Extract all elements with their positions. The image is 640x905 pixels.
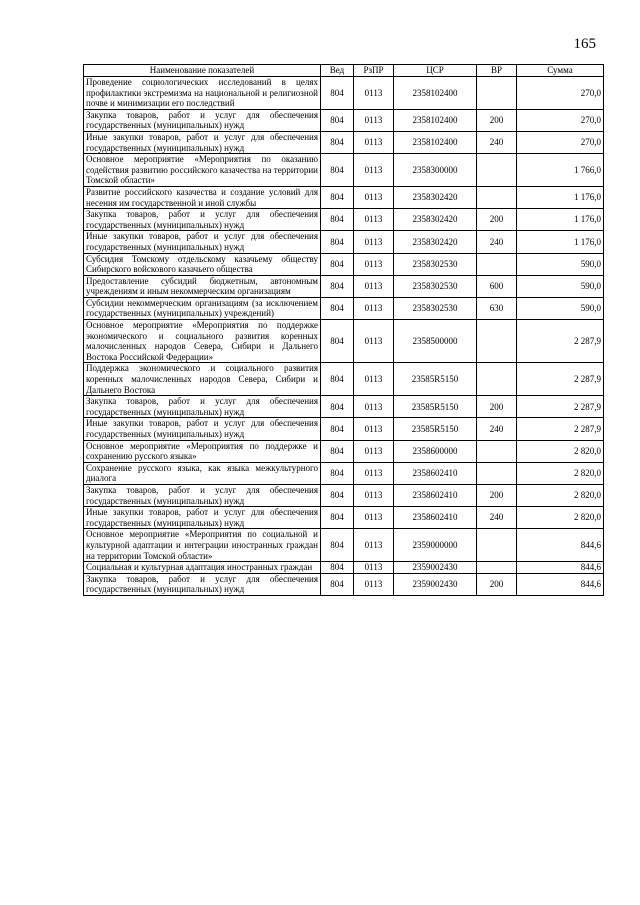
row-ved: 804 xyxy=(321,131,354,153)
table-row xyxy=(84,462,604,484)
row-csr: 23585R5150 xyxy=(394,418,477,440)
row-rzpr: 0113 xyxy=(354,396,394,418)
row-vr xyxy=(477,154,517,187)
row-csr: 2358602410 xyxy=(394,462,477,484)
row-name: Социальная и культурная адаптация иностранных граждан xyxy=(84,562,321,574)
table-row xyxy=(84,154,604,187)
row-rzpr: 0113 xyxy=(354,462,394,484)
row-vr: 600 xyxy=(477,275,517,297)
row-csr: 2359000000 xyxy=(394,529,477,562)
row-sum: 270,0 xyxy=(517,109,604,131)
row-ved: 804 xyxy=(321,186,354,208)
row-csr: 2358302530 xyxy=(394,297,477,319)
table-row xyxy=(84,418,604,440)
page-number: 165 xyxy=(573,36,596,52)
row-ved: 804 xyxy=(321,209,354,231)
header-rzpr: РзПР xyxy=(354,65,394,77)
table-row xyxy=(84,529,604,562)
table-row xyxy=(84,562,604,574)
row-csr: 2359002430 xyxy=(394,573,477,595)
row-csr: 23585R5150 xyxy=(394,396,477,418)
row-sum: 2 820,0 xyxy=(517,462,604,484)
row-sum: 2 287,9 xyxy=(517,396,604,418)
row-sum: 2 820,0 xyxy=(517,507,604,529)
row-name: Закупка товаров, работ и услуг для обеспечения государственных (муниципальных) нужд xyxy=(84,396,321,418)
row-name: Развитие российского казачества и создание условий для несения им государственной и иной службы xyxy=(84,186,321,208)
row-vr xyxy=(477,462,517,484)
row-ved: 804 xyxy=(321,275,354,297)
row-rzpr: 0113 xyxy=(354,209,394,231)
row-ved: 804 xyxy=(321,109,354,131)
row-ved: 804 xyxy=(321,573,354,595)
table-row xyxy=(84,297,604,319)
row-vr: 240 xyxy=(477,507,517,529)
table-row xyxy=(84,109,604,131)
row-name: Основное мероприятие «Мероприятия по социальной и культурной адаптации и интеграции иностранных граждан на территории Томской области» xyxy=(84,529,321,562)
row-name: Основное мероприятие «Мероприятия по оказанию содействия развитию российского казачества на территории Томской области» xyxy=(84,154,321,187)
row-ved: 804 xyxy=(321,562,354,574)
row-name: Основное мероприятие «Мероприятия по поддержке экономического и социального развития коренных малочисленных народов Севера, Сибири и Дальнего Востока Российской Федерации» xyxy=(84,320,321,363)
row-name: Сохранение русского языка, как языка межкультурного диалога xyxy=(84,462,321,484)
row-csr: 2358300000 xyxy=(394,154,477,187)
row-ved: 804 xyxy=(321,484,354,506)
row-sum: 270,0 xyxy=(517,131,604,153)
row-rzpr: 0113 xyxy=(354,109,394,131)
row-vr: 630 xyxy=(477,297,517,319)
row-rzpr: 0113 xyxy=(354,77,394,110)
table-row xyxy=(84,363,604,396)
row-ved: 804 xyxy=(321,320,354,363)
row-vr: 200 xyxy=(477,209,517,231)
row-ved: 804 xyxy=(321,396,354,418)
row-ved: 804 xyxy=(321,507,354,529)
row-rzpr: 0113 xyxy=(354,186,394,208)
table-row xyxy=(84,209,604,231)
row-sum: 2 287,9 xyxy=(517,363,604,396)
header-vr: ВР xyxy=(477,65,517,77)
row-name: Субсидия Томскому отдельскому казачьему обществу Сибирского войскового казачьего общества xyxy=(84,253,321,275)
row-name: Основное мероприятие «Мероприятия по поддержке и сохранению русского языка» xyxy=(84,440,321,462)
row-rzpr: 0113 xyxy=(354,440,394,462)
row-rzpr: 0113 xyxy=(354,418,394,440)
row-csr: 2358102400 xyxy=(394,131,477,153)
row-name: Иные закупки товаров, работ и услуг для обеспечения государственных (муниципальных) нужд xyxy=(84,507,321,529)
row-name: Иные закупки товаров, работ и услуг для обеспечения государственных (муниципальных) нужд xyxy=(84,418,321,440)
table-row xyxy=(84,320,604,363)
table-row xyxy=(84,573,604,595)
row-vr: 200 xyxy=(477,396,517,418)
row-name: Предоставление субсидий бюджетным, автономным учреждениям и иным некоммерческим организациям xyxy=(84,275,321,297)
row-ved: 804 xyxy=(321,231,354,253)
row-ved: 804 xyxy=(321,253,354,275)
row-name: Поддержка экономического и социального развития коренных малочисленных народов Севера, Сибири и Дальнего Востока xyxy=(84,363,321,396)
row-vr xyxy=(477,186,517,208)
table-row xyxy=(84,231,604,253)
row-csr: 2358302420 xyxy=(394,186,477,208)
table-row xyxy=(84,440,604,462)
row-sum: 844,6 xyxy=(517,562,604,574)
row-sum: 2 287,9 xyxy=(517,418,604,440)
row-csr: 2358102400 xyxy=(394,77,477,110)
header-csr: ЦСР xyxy=(394,65,477,77)
row-ved: 804 xyxy=(321,529,354,562)
row-sum: 2 820,0 xyxy=(517,440,604,462)
row-csr: 2358602410 xyxy=(394,507,477,529)
table-row xyxy=(84,484,604,506)
row-csr: 2358302530 xyxy=(394,275,477,297)
budget-table xyxy=(83,64,604,596)
row-rzpr: 0113 xyxy=(354,562,394,574)
row-vr xyxy=(477,363,517,396)
row-sum: 2 820,0 xyxy=(517,484,604,506)
header-name: Наименование показателей xyxy=(84,65,321,77)
row-ved: 804 xyxy=(321,440,354,462)
row-sum: 590,0 xyxy=(517,297,604,319)
row-rzpr: 0113 xyxy=(354,573,394,595)
row-vr: 240 xyxy=(477,418,517,440)
row-vr xyxy=(477,562,517,574)
header-ved: Вед xyxy=(321,65,354,77)
row-rzpr: 0113 xyxy=(354,275,394,297)
row-sum: 2 287,9 xyxy=(517,320,604,363)
row-ved: 804 xyxy=(321,462,354,484)
row-name: Субсидии некоммерческим организациям (за исключением государственных (муниципальных) учреждений) xyxy=(84,297,321,319)
row-rzpr: 0113 xyxy=(354,363,394,396)
row-csr: 2358500000 xyxy=(394,320,477,363)
row-csr: 2358302420 xyxy=(394,231,477,253)
row-sum: 1 766,0 xyxy=(517,154,604,187)
row-name: Закупка товаров, работ и услуг для обеспечения государственных (муниципальных) нужд xyxy=(84,573,321,595)
row-name: Закупка товаров, работ и услуг для обеспечения государственных (муниципальных) нужд xyxy=(84,109,321,131)
row-sum: 1 176,0 xyxy=(517,209,604,231)
row-rzpr: 0113 xyxy=(354,484,394,506)
table-row xyxy=(84,131,604,153)
row-vr: 200 xyxy=(477,573,517,595)
row-name: Проведение социологических исследований в целях профилактики экстремизма на национальной и религиозной почве и минимизации его последствий xyxy=(84,77,321,110)
row-rzpr: 0113 xyxy=(354,231,394,253)
row-vr xyxy=(477,320,517,363)
row-ved: 804 xyxy=(321,418,354,440)
table-row xyxy=(84,186,604,208)
row-sum: 1 176,0 xyxy=(517,231,604,253)
row-sum: 590,0 xyxy=(517,253,604,275)
row-csr: 23585R5150 xyxy=(394,363,477,396)
row-rzpr: 0113 xyxy=(354,253,394,275)
header-sum: Сумма xyxy=(517,65,604,77)
row-sum: 844,6 xyxy=(517,573,604,595)
row-vr: 200 xyxy=(477,484,517,506)
row-vr xyxy=(477,253,517,275)
row-csr: 2359002430 xyxy=(394,562,477,574)
row-name: Закупка товаров, работ и услуг для обеспечения государственных (муниципальных) нужд xyxy=(84,209,321,231)
row-rzpr: 0113 xyxy=(354,131,394,153)
row-ved: 804 xyxy=(321,154,354,187)
row-sum: 270,0 xyxy=(517,77,604,110)
row-csr: 2358600000 xyxy=(394,440,477,462)
row-rzpr: 0113 xyxy=(354,529,394,562)
row-csr: 2358102400 xyxy=(394,109,477,131)
table-row xyxy=(84,396,604,418)
row-vr xyxy=(477,529,517,562)
table-row xyxy=(84,77,604,110)
row-rzpr: 0113 xyxy=(354,507,394,529)
row-vr: 240 xyxy=(477,231,517,253)
row-vr: 200 xyxy=(477,109,517,131)
table-row xyxy=(84,253,604,275)
row-name: Закупка товаров, работ и услуг для обеспечения государственных (муниципальных) нужд xyxy=(84,484,321,506)
row-name: Иные закупки товаров, работ и услуг для обеспечения государственных (муниципальных) нужд xyxy=(84,131,321,153)
row-rzpr: 0113 xyxy=(354,297,394,319)
row-vr: 240 xyxy=(477,131,517,153)
table-header-row xyxy=(84,65,604,77)
row-csr: 2358302420 xyxy=(394,209,477,231)
row-ved: 804 xyxy=(321,77,354,110)
row-ved: 804 xyxy=(321,363,354,396)
row-vr xyxy=(477,440,517,462)
row-ved: 804 xyxy=(321,297,354,319)
row-sum: 1 176,0 xyxy=(517,186,604,208)
row-sum: 844,6 xyxy=(517,529,604,562)
row-sum: 590,0 xyxy=(517,275,604,297)
table-row xyxy=(84,275,604,297)
row-csr: 2358602410 xyxy=(394,484,477,506)
row-name: Иные закупки товаров, работ и услуг для обеспечения государственных (муниципальных) нужд xyxy=(84,231,321,253)
row-rzpr: 0113 xyxy=(354,154,394,187)
table-row xyxy=(84,507,604,529)
row-vr xyxy=(477,77,517,110)
row-rzpr: 0113 xyxy=(354,320,394,363)
row-csr: 2358302530 xyxy=(394,253,477,275)
